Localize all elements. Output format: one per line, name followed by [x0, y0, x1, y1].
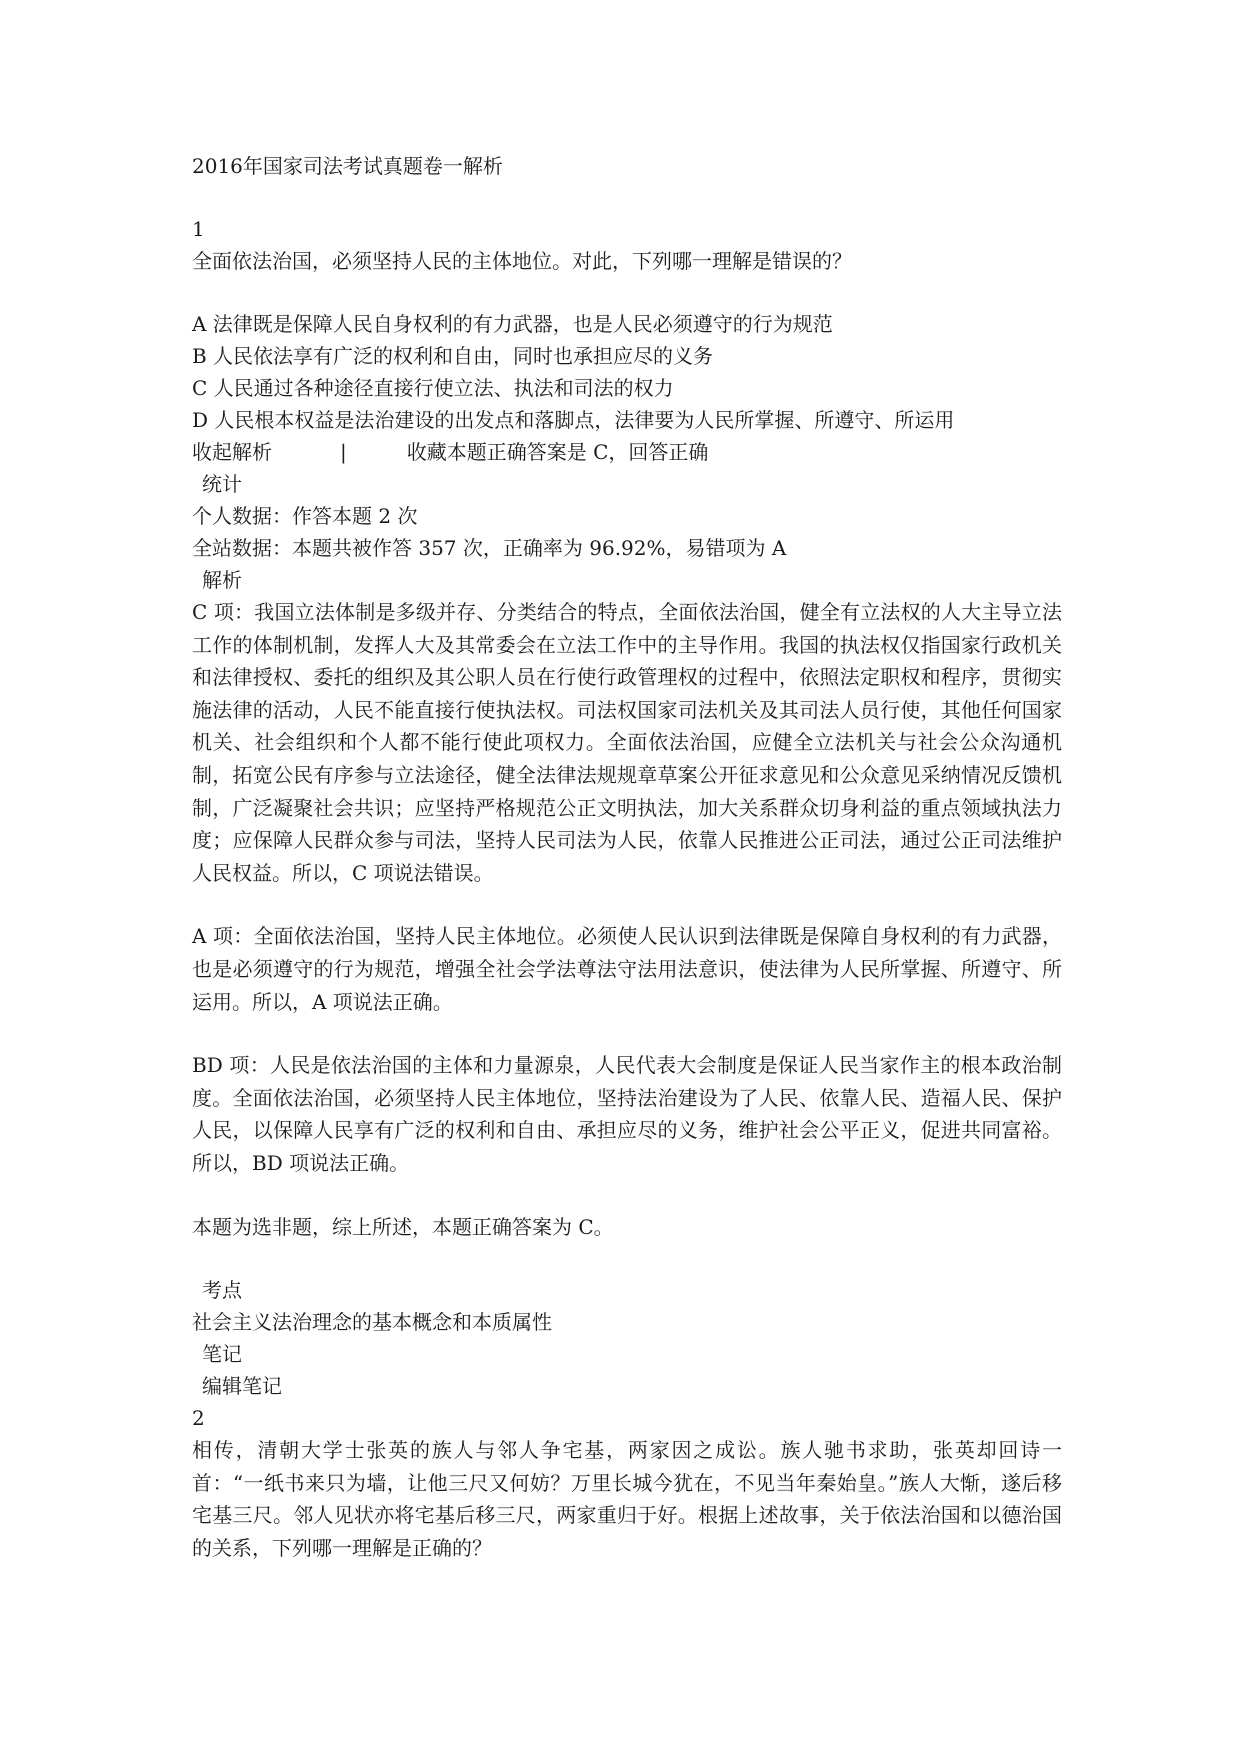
analysis-heading: 解析: [202, 568, 242, 592]
question-text: 相传，清朝大学士张英的族人与邻人争宅基，两家因之成讼。族人驰书求助，张英却回诗一首：“一纸书来只为墙，让他三尺又何妨？万里长城今犹在，不见当年秦始皇。”族人大惭，遂后移宅基三尺。邻人见状亦将宅基后移三尺，两家重归于好。根据上述故事，关于依法治国和以德治国的关系，下列哪一理解是正确的？: [192, 1438, 1062, 1560]
edit-notes-link[interactable]: 编辑笔记: [202, 1374, 282, 1399]
answer-result-text: 本题正确答案是 C，回答正确: [446, 440, 709, 464]
question-number: 1: [192, 217, 205, 241]
analysis-paragraph-c: C 项：我国立法体制是多级并存、分类结合的特点，全面依法治国，健全有立法权的人大主导立法工作的体制机制，发挥人大及其常委会在立法工作中的主导作用。我国的执法权仅指国家行政机关和法律授权、委托的组织及其公职人员在行使行政管理权的过程中，依照法定职权和程序，贯彻实施法律的活动，人民不能直接行使执法权。司法权国家司法机关及其司法人员行使，其他任何国家机关、社会组织和个人都不能行使此项权力。全面依法治国，应健全立法机关与社会公众沟通机制，拓宽公民有序参与立法途径，健全法律法规规章草案公开征求意见和公众意见采纳情况反馈机制，广泛凝聚社会共识；应坚持严格规范公正文明执法，加大关系群众切身利益的重点领域执法力度；应保障人民群众参与司法，坚持人民司法为人民，依靠人民推进公正司法，通过公正司法维护人民权益。所以，C 项说法错误。: [192, 600, 1062, 885]
personal-stats: 个人数据：作答本题 2 次: [192, 504, 418, 528]
option-c[interactable]: C 人民通过各种途径直接行使立法、执法和司法的权力: [192, 376, 674, 400]
question-number: 2: [192, 1406, 205, 1431]
analysis-paragraph-bd: BD 项：人民是依法治国的主体和力量源泉，人民代表大会制度是保证人民当家作主的根本政治制度。全面依法治国，必须坚持人民主体地位，坚持法治建设为了人民、依靠人民、造福人民、保护人民，以保障人民享有广泛的权利和自由、承担应尽的义务，维护社会公平正义，促进共同富裕。所以，BD 项说法正确。: [192, 1053, 1062, 1175]
analysis-conclusion: 本题为选非题，综上所述，本题正确答案为 C。: [192, 1214, 614, 1239]
kaodian-text: 社会主义法治理念的基本概念和本质属性: [192, 1310, 552, 1335]
option-d[interactable]: D 人民根本权益是法治建设的出发点和落脚点，法律要为人民所掌握、所遵守、所运用: [192, 408, 955, 432]
option-a[interactable]: A 法律既是保障人民自身权利的有力武器，也是人民必须遵守的行为规范: [192, 312, 833, 336]
action-separator: |: [340, 440, 347, 464]
document-title: 2016年国家司法考试真题卷一解析: [192, 154, 503, 178]
stats-heading: 统计: [202, 472, 242, 496]
favorite-link[interactable]: 收藏: [406, 440, 447, 464]
answer-actions-row: [192, 436, 1062, 468]
kaodian-heading: 考点: [202, 1278, 242, 1303]
notes-heading: 笔记: [202, 1342, 242, 1367]
analysis-paragraph-a: A 项：全面依法治国，坚持人民主体地位。必须使人民认识到法律既是保障自身权利的有力武器，也是必须遵守的行为规范，增强全社会学法尊法守法用法意识，使法律为人民所掌握、所遵守、所运用。所以，A 项说法正确。: [192, 924, 1062, 1014]
option-b[interactable]: B 人民依法享有广泛的权利和自由，同时也承担应尽的义务: [192, 344, 714, 368]
question-text: 全面依法治国，必须坚持人民的主体地位。对此，下列哪一理解是错误的？: [192, 249, 852, 273]
collapse-analysis-link[interactable]: 收起解析: [192, 440, 272, 464]
site-stats: 全站数据：本题共被作答 357 次，正确率为 96.92%，易错项为 A: [192, 536, 787, 560]
document-content: [192, 150, 1062, 1564]
